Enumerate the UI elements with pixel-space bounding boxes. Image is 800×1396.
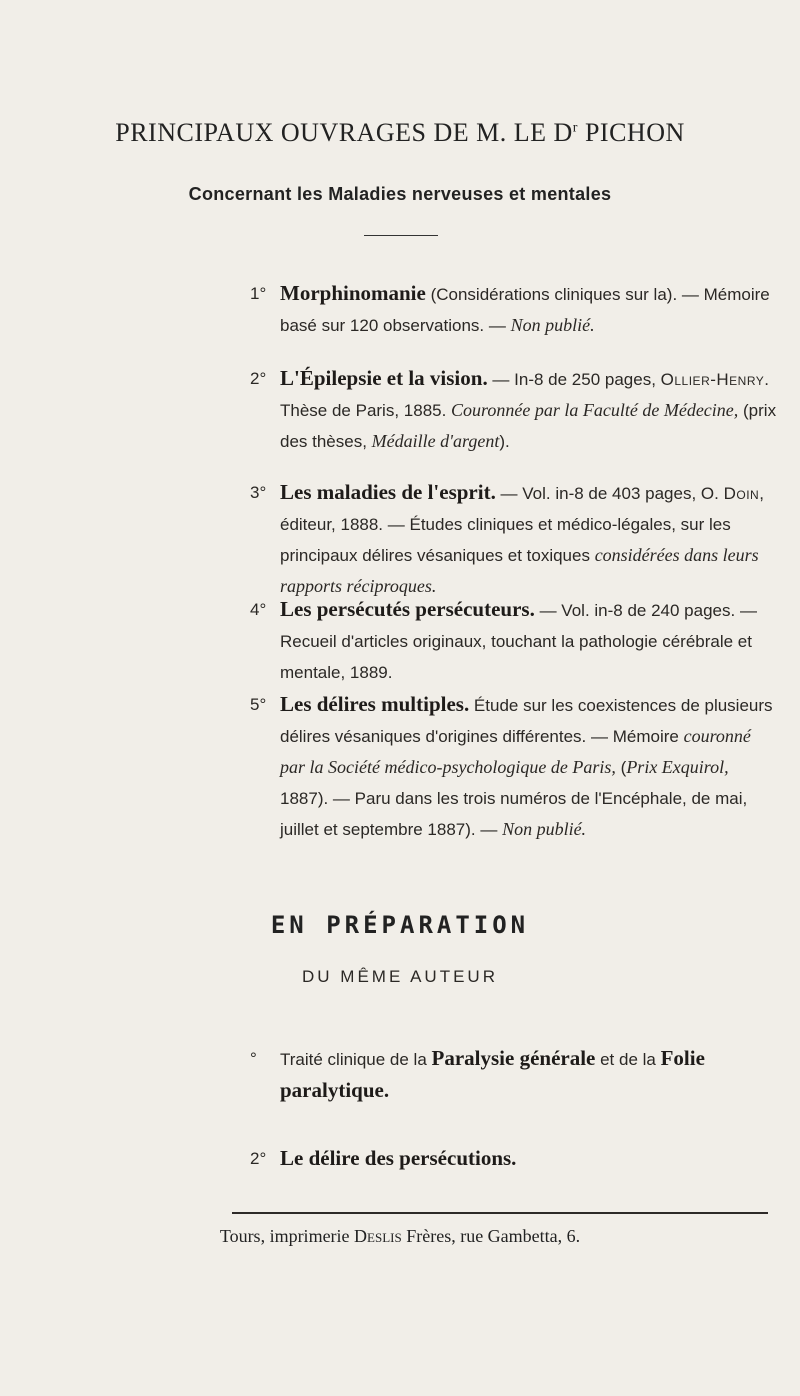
item-text: Les délires multiples. Étude sur les coexistences de plusieurs délires vésaniques d'origines différentes. — Mémoire couronné par la Société médico-psychologique de Paris, (Prix Exquirol, 1887). — Paru dans les trois numéros de l'Encéphale, de mai, juillet et septembre 1887). — Non publié. [280, 692, 773, 839]
title-divider [364, 235, 438, 236]
page-title: PRINCIPAUX OUVRAGES DE M. LE $D^r$ PICHON [115, 118, 685, 147]
preparation-heading: EN PRÉPARATION [270, 911, 530, 939]
footer-divider [232, 1212, 768, 1214]
item-number: 5° [250, 695, 267, 714]
item-text: Les persécutés persécuteurs. — Vol. in-8 de 240 pages. — Recueil d'articles originaux, touchant la pathologie cérébrale et mentale, 1889. [280, 597, 757, 682]
item-number: 1° [250, 284, 267, 303]
item-text: Les maladies de l'esprit. — Vol. in-8 de 403 pages, O. Doin, éditeur, 1888. — Études cliniques et médico-légales, sur les principaux délires vésaniques et toxiques considérées dans leurs rapports réciproques. [280, 480, 764, 596]
item-title: L'Épilepsie et la vision. [280, 366, 488, 390]
item-text: Morphinomanie (Considérations cliniques sur la). — Mémoire basé sur 120 observations. — Non publié. [280, 281, 770, 335]
item-title: Les maladies de l'esprit. [280, 480, 496, 504]
item-number: 2° [250, 1149, 267, 1168]
page-subtitle: Concernant les Maladies nerveuses et mentales [188, 184, 612, 204]
item-title: Morphinomanie [280, 281, 426, 305]
item-text: L'Épilepsie et la vision. — In-8 de 250 pages, Ollier-Henry. Thèse de Paris, 1885. Couronnée par la Faculté de Médecine, (prix des thèses, Médaille d'argent). [280, 366, 777, 451]
item-text: Le délire des persécutions. [280, 1146, 517, 1170]
item-title: Les persécutés persécuteurs. [280, 597, 535, 621]
item-number: ° [250, 1049, 257, 1068]
item-number: 3° [250, 483, 267, 502]
item-number: 4° [250, 600, 267, 619]
item-text: Traité clinique de la Paralysie générale et de la Folie paralytique. [280, 1046, 705, 1102]
item-number: 2° [250, 369, 267, 388]
printer-imprint: Tours, imprimerie Deslis Frères, rue Gambetta, 6. [219, 1226, 581, 1246]
preparation-subheading: DU MÊME AUTEUR [302, 967, 498, 986]
item-title: Les délires multiples. [280, 692, 470, 716]
